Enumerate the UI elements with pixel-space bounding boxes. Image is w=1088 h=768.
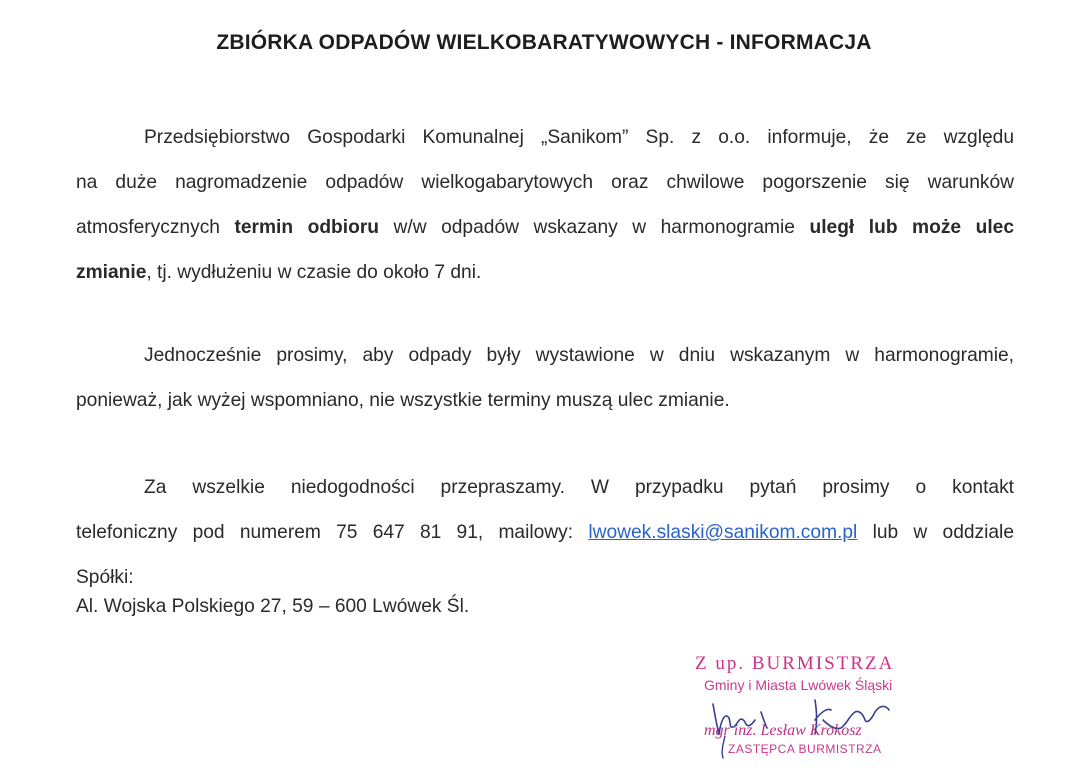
paragraph-line: [76, 205, 1014, 250]
stamp-line: ZASTĘPCA BURMISTRZA: [728, 742, 882, 756]
stamp-line: Z up. BURMISTRZA: [695, 653, 895, 674]
address: Al. Wojska Polskiego 27, 59 – 600 Lwówek Śl.: [76, 596, 470, 617]
paragraph-request: [76, 333, 1014, 423]
email-link[interactable]: lwowek.slaski@sanikom.com.pl: [588, 522, 858, 543]
document-title: ZBIÓRKA ODPADÓW WIELKOBARATYWOWYCH - INFORMACJA: [216, 31, 872, 54]
text: lub w oddziale: [857, 522, 1014, 543]
text: , tj. wydłużeniu w czasie do około 7 dni.: [146, 262, 482, 283]
stamp-line: Gminy i Miasta Lwówek Śląski: [704, 677, 893, 693]
text: telefoniczny pod numerem 75 647 81 91, mailowy:: [76, 522, 589, 543]
paragraph-line: [76, 115, 1014, 160]
text: na duże nagromadzenie odpadów wielkogabarytowych oraz chwilowe pogorszenie się warunków: [76, 172, 1014, 193]
text: atmosferycznych: [76, 217, 235, 238]
stamp-line: mgr inż. Lesław Krokosz: [704, 722, 862, 739]
paragraph-line: [76, 160, 1014, 205]
paragraph-line: [76, 465, 1014, 510]
paragraph-line: [76, 378, 1014, 423]
paragraph-line: [76, 250, 1014, 295]
bold-text: zmianie: [76, 262, 147, 283]
paragraph-contact: [76, 465, 1014, 600]
text: w/w odpadów wskazany w harmonogramie: [379, 217, 810, 238]
text: Jednocześnie prosimy, aby odpady były wystawione w dniu wskazanym w harmonogramie,: [144, 345, 1014, 366]
paragraph-line: [76, 555, 1014, 600]
bold-text: uległ lub może ulec: [809, 217, 1014, 238]
text: Spółki:: [76, 567, 134, 588]
handwritten-signature: [705, 690, 905, 760]
paragraph-line: [76, 333, 1014, 378]
paragraph-notice: [76, 115, 1014, 295]
text: ponieważ, jak wyżej wspomniano, nie wszystkie terminy muszą ulec zmianie.: [76, 390, 730, 411]
paragraph-line: [76, 510, 1014, 555]
text: Przedsiębiorstwo Gospodarki Komunalnej „Sanikom” Sp. z o.o. informuje, że ze względu: [144, 127, 1014, 148]
bold-text: termin odbioru: [234, 217, 380, 238]
text: Za wszelkie niedogodności przepraszamy. W przypadku pytań prosimy o kontakt: [144, 477, 1014, 498]
